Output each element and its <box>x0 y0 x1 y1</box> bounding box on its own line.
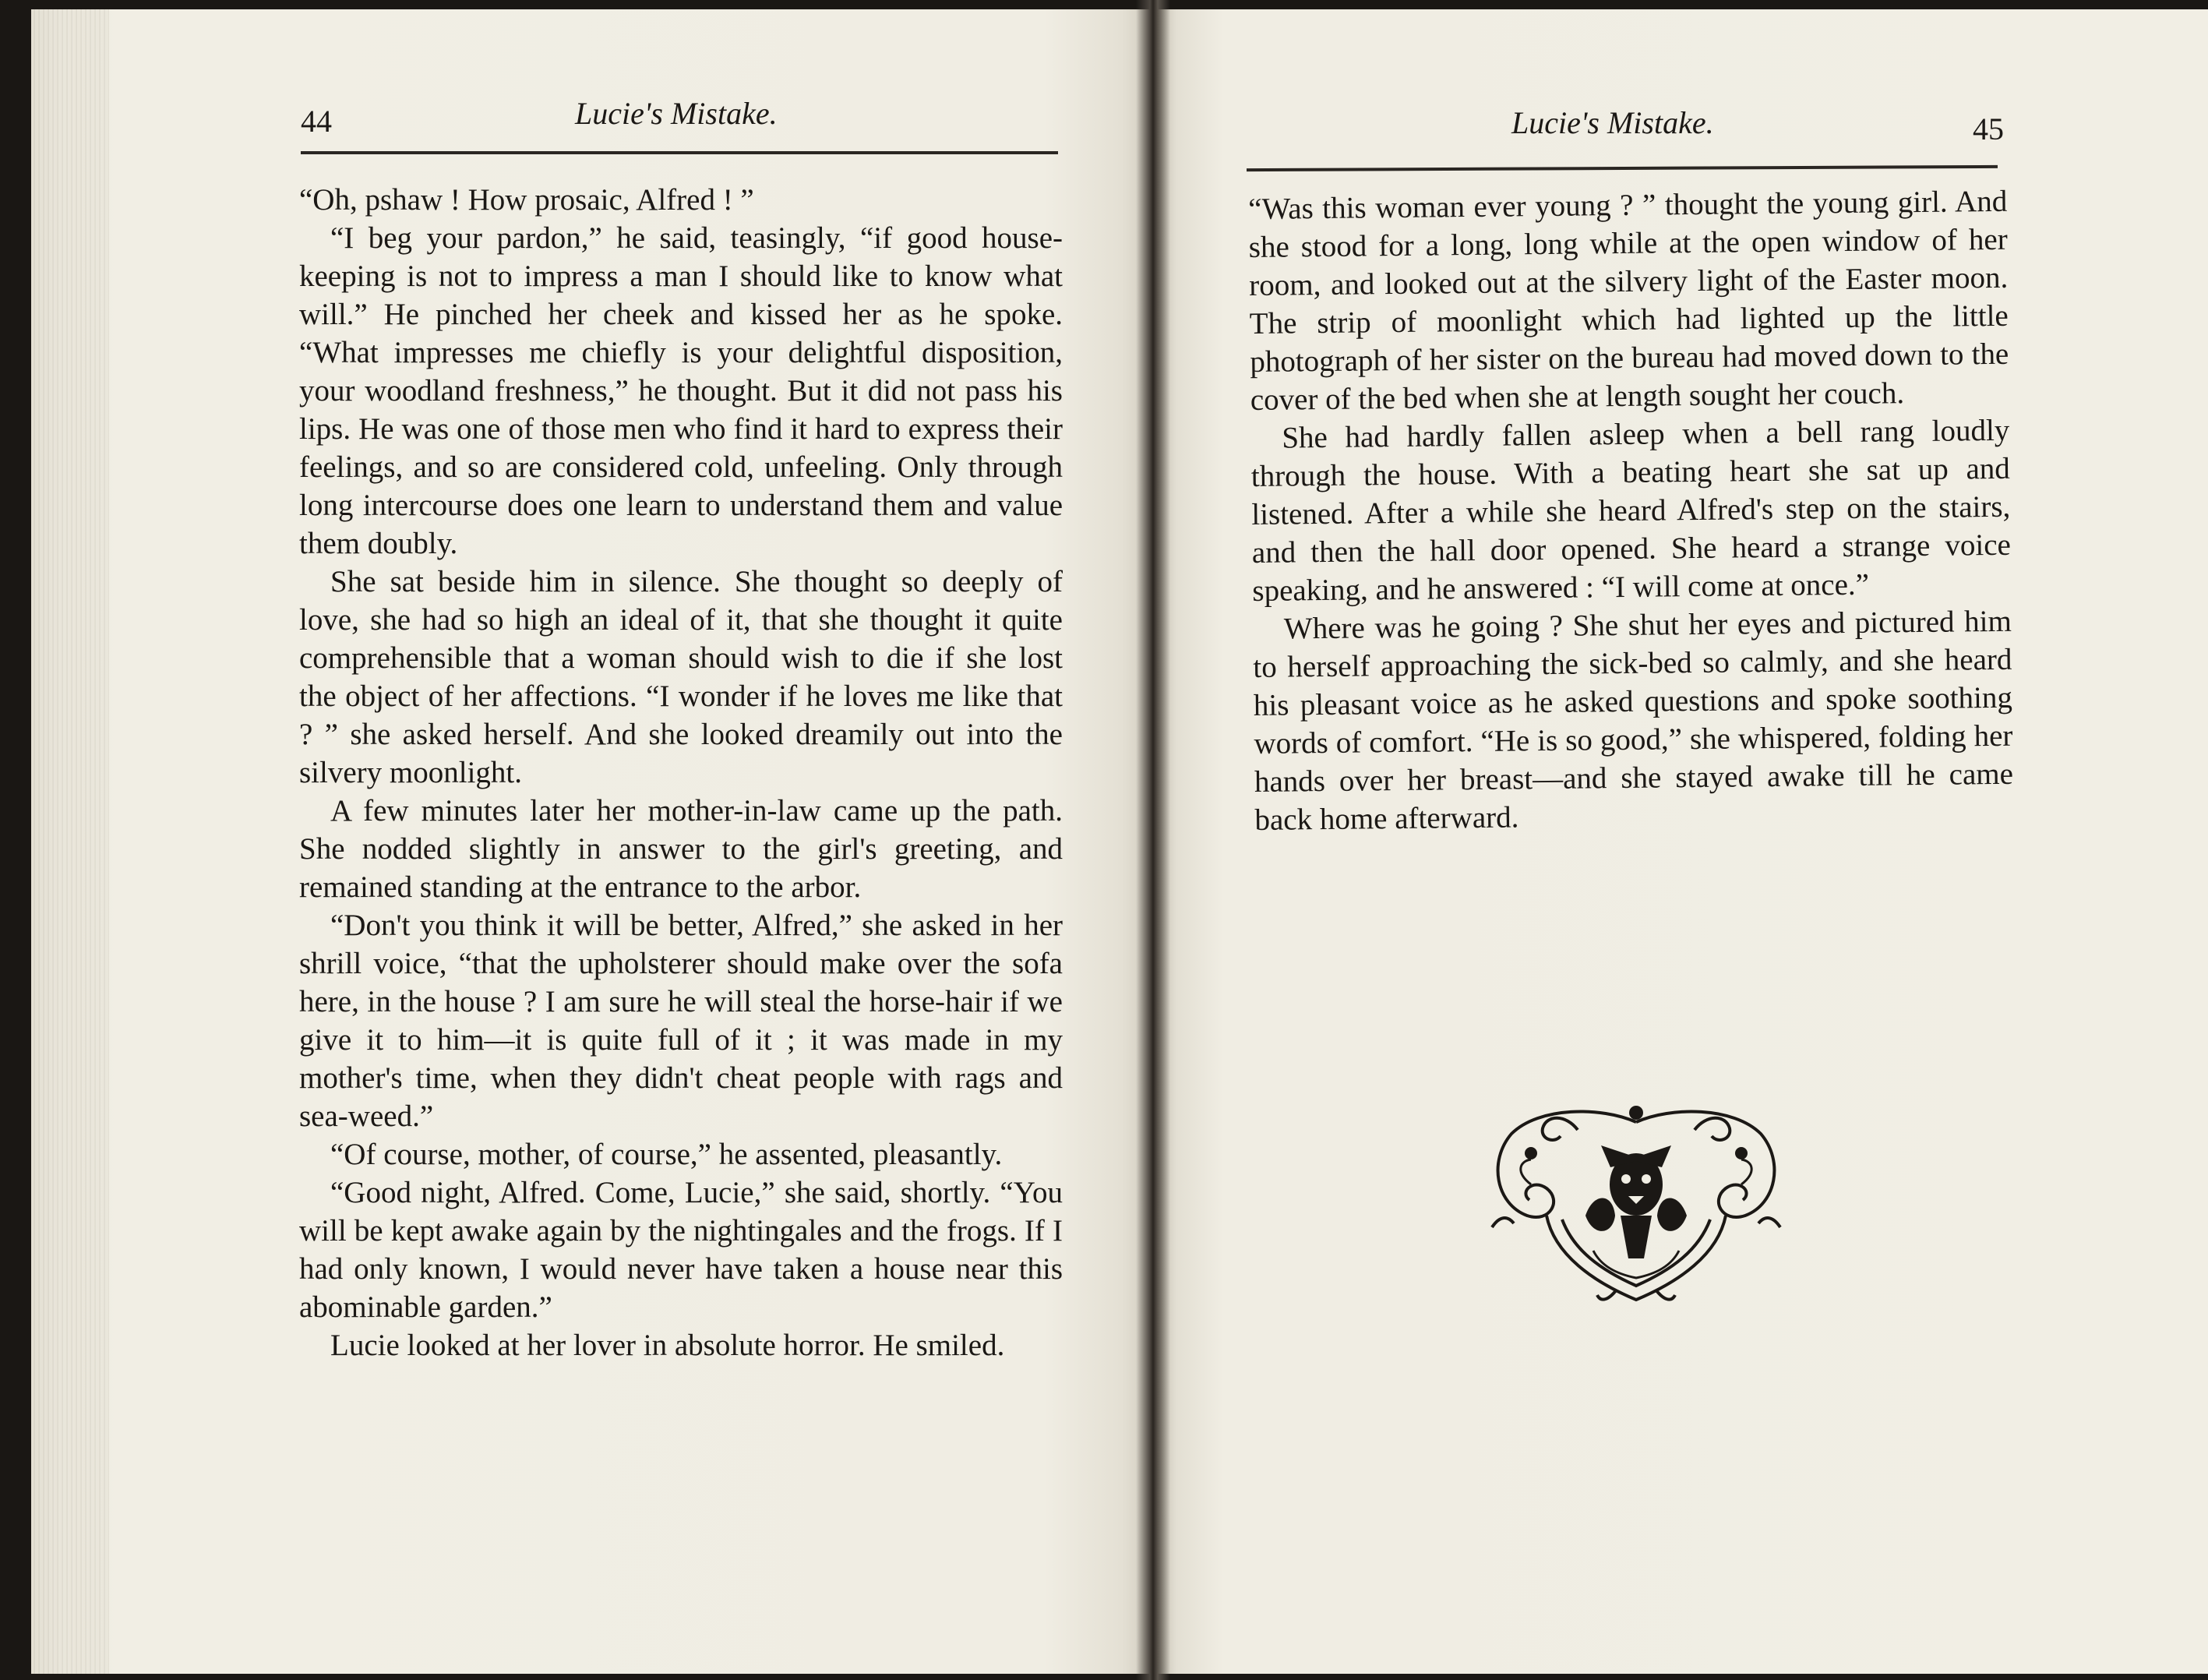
paragraph: “Of course, mother, of course,” he assented, pleasantly. <box>330 1138 1003 1171</box>
paragraph: “I beg your pardon,” he said, teasingly, “if good house-keeping is not to impress a man I should like to know what will.” He pinched her cheek and kissed her as he spoke. “What impresses me chiefly is your delightful disposition, your woodland freshness,” he thought. But it did not pass his lips. He was one of those men who find it hard to express their feelings, and so are considered cold, unfeeling. Only through long intercourse does one learn to understand them and value them doubly. <box>299 221 1063 560</box>
left-page-number: 44 <box>301 104 332 139</box>
paragraph: “Oh, pshaw ! How prosaic, Alfred ! ” <box>299 183 754 217</box>
left-header-rule <box>301 151 1058 154</box>
page-edges <box>31 9 109 1674</box>
right-page-text <box>1248 182 2014 839</box>
ornament-tailpiece <box>1484 1099 1788 1305</box>
right-running-title: Lucie's Mistake. <box>1511 105 1714 140</box>
paragraph: Where was he going ? She shut her eyes and pictured him to herself approaching the sick-bed so calmly, and she heard his pleasant voice as he asked questions and spoke soothing words of comfort. “He is so good,” she whispered, folding her hands over her breast—and she stayed awake till he came back home afterward. <box>1253 604 2014 837</box>
book-gutter <box>1136 0 1170 1680</box>
right-page-number: 45 <box>1973 111 2004 146</box>
paragraph: A few minutes later her mother-in-law came up the path. She nodded slightly in answer to the girl's greeting, and remained standing at the entrance to the arbor. <box>299 794 1063 904</box>
paragraph: “Was this woman ever young ? ” thought the young girl. And she stood for a long, long while at the open window of her room, and looked out at the silvery light of the Easter moon. The strip of moonlight which had lighted up the little photograph of her sister on the bureau had moved down to the cover of the bed when she at length sought her couch. <box>1248 184 2009 417</box>
left-page-text <box>299 181 1063 1364</box>
left-running-title: Lucie's Mistake. <box>575 96 778 131</box>
paragraph: “Don't you think it will be better, Alfred,” she asked in her shrill voice, “that the upholsterer should make over the sofa here, in the house ? I am sure he will steal the horse-hair if we give it to him—it is quite full of it ; it was made in my mother's time, when they didn't cheat people with rags and sea-weed.” <box>299 909 1063 1133</box>
paragraph: She sat beside him in silence. She thought so deeply of love, she had so high an ideal of it, that she thought it quite comprehensible that a woman should wish to die if she lost the object of her affections. “I wonder if he loves me like that ? ” she asked herself. And she looked dreamily out into the silvery moonlight. <box>299 565 1063 789</box>
paragraph: Lucie looked at her lover in absolute horror. He smiled. <box>330 1329 1005 1362</box>
paragraph: “Good night, Alfred. Come, Lucie,” she said, shortly. “You will be kept awake again by the nightingales and the frogs. If I had only known, I would never have taken a house near this abominable garden.” <box>299 1176 1063 1324</box>
paragraph: She had hardly fallen asleep when a bell rang loudly through the house. With a beating heart she sat up and listened. After a while she heard Alfred's step on the stairs, and then the hall door opened. She heard a strange voice speaking, and he answered : “I will come at once.” <box>1250 413 2012 608</box>
